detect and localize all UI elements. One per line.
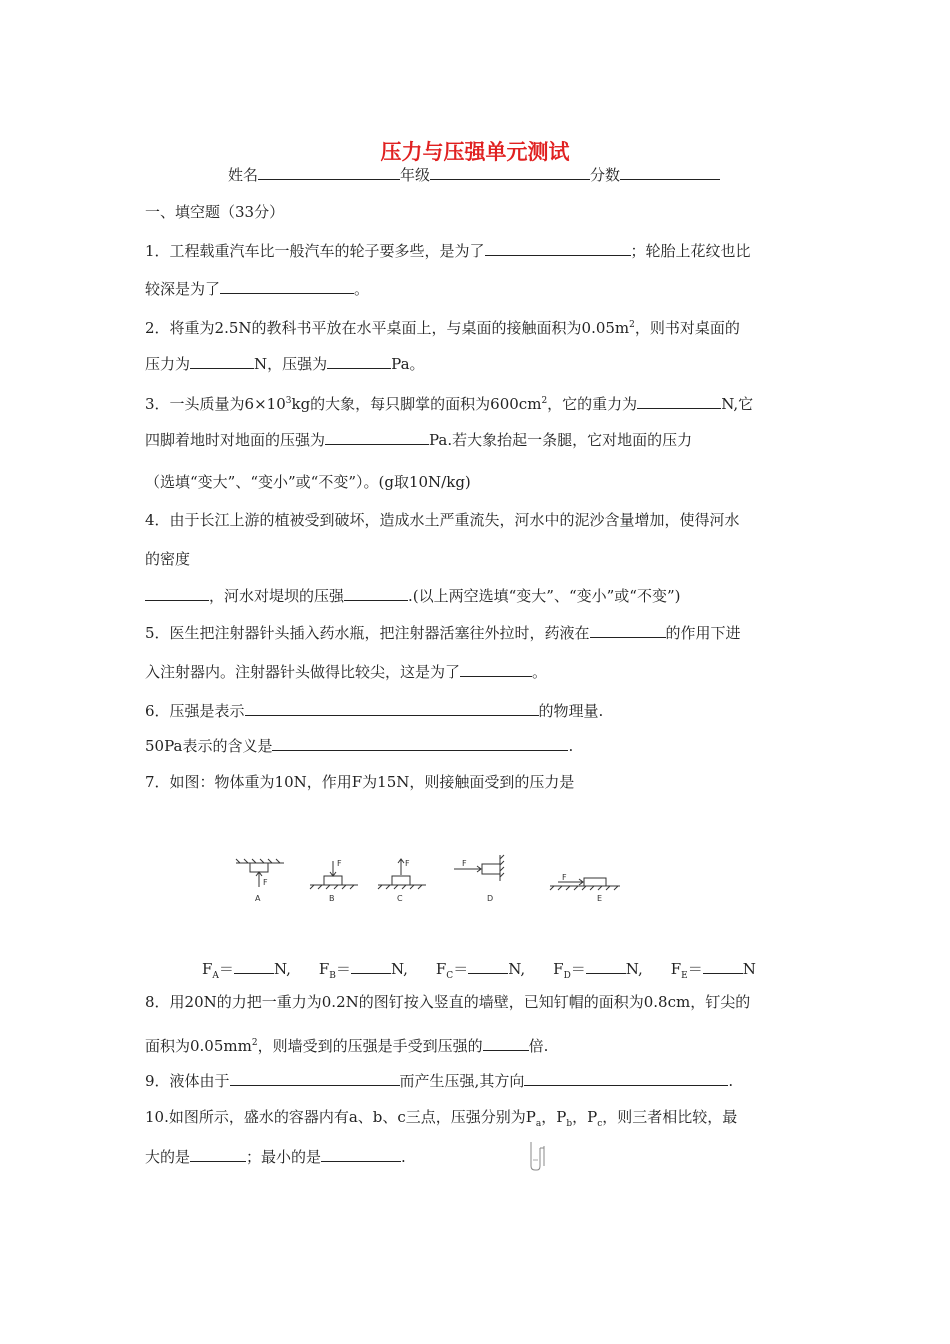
q3-text: 四脚着地时对地面的压强为 (145, 431, 326, 449)
q4-blank-2[interactable] (344, 585, 408, 601)
diagram-d-force-label: F (462, 859, 467, 868)
answer-fb: $F_B= N$, (318, 960, 408, 981)
fb-blank[interactable] (351, 958, 391, 974)
q9-text: 而产生压强,其方向 (399, 1072, 525, 1090)
answer-fc: $F_C= N$, (435, 960, 526, 981)
question-2-line-1 (145, 315, 740, 338)
answer-fd: $F_D= N$, (553, 960, 643, 981)
q6-blank-2[interactable] (272, 735, 568, 751)
q8-text: 面积为0.05mm (145, 1037, 252, 1055)
q8-text: ，则墙受到的压强是手受到压强的 (257, 1037, 483, 1055)
q8-text: 倍. (528, 1037, 549, 1055)
q3-blank-1[interactable] (637, 393, 721, 409)
q5-text: 的作用下进 (665, 624, 741, 642)
container-figure (527, 1140, 549, 1174)
q1-text: 较深是为了 (145, 280, 221, 298)
q10-subscript: c (597, 1119, 603, 1129)
q10-text: ，P (541, 1108, 567, 1126)
q10-text: 10.如图所示，盛水的容器内有a、b、c三点，压强分别为P (145, 1108, 536, 1126)
question-8-line-1: 8．用20N的力把一重力为0.2N的图钉按入竖直的墙壁，已知钉帽的面积为0.8cm，钉尖的 (145, 993, 751, 1011)
q3-text: Pa.若大象抬起一条腿，它对地面的压力 (429, 431, 693, 449)
question-10-line-1 (145, 1107, 737, 1134)
score-blank[interactable] (620, 164, 720, 180)
q10-text: ；最小的是 (246, 1148, 322, 1166)
q9-text: . (728, 1072, 734, 1090)
q9-blank-2[interactable] (524, 1070, 728, 1086)
question-3-line-1 (145, 391, 753, 414)
q10-text: ，则三者相比较，最 (602, 1108, 738, 1126)
q10-blank-1[interactable] (190, 1146, 246, 1162)
fe-blank[interactable] (703, 958, 743, 974)
answer-fe: $F_E= N$ (670, 960, 756, 981)
question-4-line-2: 的密度 (145, 550, 191, 568)
question-6-line-1 (145, 700, 603, 721)
fa-blank[interactable] (234, 958, 274, 974)
q10-text: . (401, 1148, 406, 1166)
question-2-line-2 (145, 353, 425, 374)
q2-text: Pa。 (391, 355, 425, 373)
diagram-a (236, 859, 284, 887)
score-label: 分数 (590, 166, 621, 184)
question-5-line-2 (145, 661, 547, 682)
q5-blank-2[interactable] (460, 661, 532, 677)
fd-blank[interactable] (586, 958, 626, 974)
q1-blank-1[interactable] (485, 240, 631, 256)
q3-text: ，它的重力为 (547, 395, 638, 413)
question-5-line-1 (145, 622, 741, 643)
question-3-line-3: （选填“变大”、“变小”或“不变”）。(g取10N/kg) (145, 473, 471, 491)
diagram-b-force-label: F (337, 859, 342, 868)
q5-text: 。 (532, 663, 548, 681)
diagram-e (550, 878, 620, 890)
diagram-c (378, 859, 426, 889)
question-8-line-2 (145, 1033, 548, 1056)
q1-text: 1．工程载重汽车比一般汽车的轮子要多些，是为了 (145, 242, 485, 260)
q3-text: kg的大象，每只脚掌的面积为600cm (291, 395, 542, 413)
q2-text: 2．将重为2.5N的教科书平放在水平桌面上，与桌面的接触面积为0.05m (145, 319, 630, 337)
question-3-line-2 (145, 429, 692, 450)
q4-text: ，河水对堤坝的压强 (209, 587, 345, 605)
grade-blank[interactable] (430, 164, 590, 180)
q3-superscript: 2 (541, 396, 548, 406)
q2-text: ，则书对桌面的 (634, 319, 740, 337)
q10-blank-2[interactable] (321, 1146, 401, 1162)
name-label: 姓名 (228, 166, 259, 184)
diagram-e-force-label: F (562, 873, 567, 882)
student-info-row (228, 164, 720, 185)
section-heading: 一、填空题（33分） (145, 203, 285, 221)
question-10-line-2 (145, 1146, 406, 1167)
name-blank[interactable] (258, 164, 400, 180)
fc-blank[interactable] (468, 958, 508, 974)
grade-label: 年级 (400, 166, 431, 184)
diagram-d-label: D (487, 894, 494, 903)
q9-text: 9．液体由于 (145, 1072, 230, 1090)
q10-text: 大的是 (145, 1148, 191, 1166)
q5-blank-1[interactable] (590, 622, 666, 638)
answer-fa: $F_A= N$, (202, 960, 291, 981)
question-7-answers (202, 958, 756, 986)
question-4-line-3 (145, 585, 681, 606)
q5-text: 入注射器内。注射器针头做得比较尖，这是为了 (145, 663, 461, 681)
diagram-c-label: C (397, 894, 403, 903)
q4-blank-1[interactable] (145, 585, 209, 601)
q6-text: 的物理量. (538, 702, 604, 720)
q6-text: . (568, 737, 574, 755)
q2-superscript: 2 (629, 320, 635, 330)
q10-subscript: a (535, 1119, 542, 1129)
force-diagrams-figure (228, 853, 628, 905)
q2-text: N，压强为 (254, 355, 328, 373)
q5-text: 5．医生把注射器针头插入药水瓶，把注射器活塞往外拉时，药液在 (145, 624, 590, 642)
q1-blank-2[interactable] (220, 278, 354, 294)
diagram-c-force-label: F (405, 859, 410, 868)
question-6-line-2 (145, 735, 573, 756)
question-1-line-2 (145, 278, 369, 299)
diagram-e-label: E (597, 894, 603, 903)
q3-text: N,它 (721, 395, 754, 413)
q2-blank-1[interactable] (190, 353, 254, 369)
diagram-a-force-label: F (263, 878, 268, 887)
q9-blank-1[interactable] (230, 1070, 400, 1086)
question-7-line-1: 7．如图：物体重为10N，作用F为15N，则接触面受到的压力是 (145, 773, 575, 791)
q4-text: .(以上两空选填“变大”、“变小”或“不变”) (408, 587, 681, 605)
diagram-a-label: A (255, 894, 261, 903)
q8-blank[interactable] (483, 1035, 529, 1051)
q10-text: ，P (572, 1108, 598, 1126)
diagram-b-label: B (329, 894, 335, 903)
diagram-b (310, 861, 358, 889)
q3-text: 3．一头质量为6×10 (145, 395, 286, 413)
q6-text: 6．压强是表示 (145, 702, 245, 720)
question-1-line-1 (145, 240, 751, 261)
q3-blank-2[interactable] (325, 429, 429, 445)
q6-text: 50Pa表示的含义是 (145, 737, 273, 755)
q10-subscript: b (566, 1119, 573, 1129)
question-9-line (145, 1070, 733, 1091)
q2-blank-2[interactable] (327, 353, 391, 369)
q8-superscript: 2 (251, 1038, 258, 1048)
q3-superscript: 3 (285, 396, 292, 406)
page-title: 压力与压强单元测试 (380, 140, 570, 164)
q1-text: 。 (354, 280, 370, 298)
question-4-line-1: 4．由于长江上游的植被受到破坏，造成水土严重流失，河水中的泥沙含量增加，使得河水 (145, 511, 740, 529)
q1-text: ；轮胎上花纹也比 (630, 242, 751, 260)
q2-text: 压力为 (145, 355, 191, 373)
q6-blank-1[interactable] (245, 700, 539, 716)
